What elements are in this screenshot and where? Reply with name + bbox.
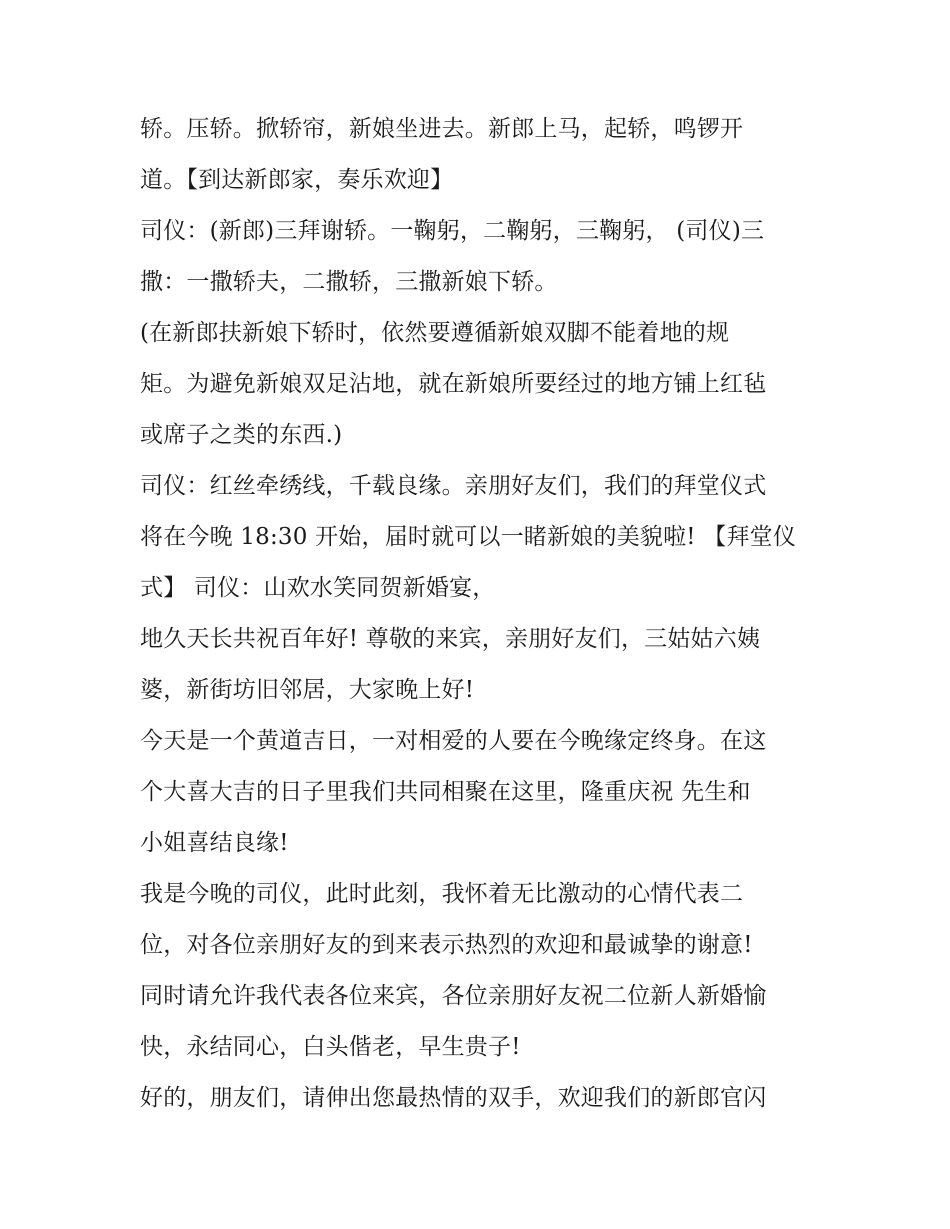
text-line: 地久天长共祝百年好! 尊敬的来宾，亲朋好友们，三姑姑六姨 bbox=[140, 626, 761, 652]
text-line: (在新郎扶新娘下轿时，依然要遵循新娘双脚不能着地的规 bbox=[140, 320, 730, 346]
text-line: 矩。为避免新娘双足沾地，就在新娘所要经过的地方铺上红毡 bbox=[140, 371, 767, 397]
document-body bbox=[140, 104, 820, 1124]
text-line: 轿。压轿。掀轿帘，新娘坐进去。新郎上马，起轿，鸣锣开 bbox=[140, 116, 744, 142]
text-line: 小姐喜结良缘! bbox=[140, 830, 289, 856]
text-line: 婆，新街坊旧邻居，大家晚上好! bbox=[140, 677, 475, 703]
text-line: 司仪：红丝牵绣线，千载良缘。亲朋好友们，我们的拜堂仪式 bbox=[140, 473, 767, 499]
text-line: 将在今晚 18:30 开始，届时就可以一睹新娘的美貌啦! 【拜堂仪 bbox=[140, 524, 797, 550]
text-line: 或席子之类的东西.) bbox=[140, 422, 343, 448]
text-line: 道。【到达新郎家，奏乐欢迎】 bbox=[140, 167, 454, 193]
text-line: 撒：一撒轿夫，二撒轿，三撒新娘下轿。 bbox=[140, 269, 558, 295]
text-line: 式】 司仪：山欢水笑同贺新婚宴， bbox=[140, 575, 496, 601]
text-line: 今天是一个黄道吉日，一对相爱的人要在今晚缘定终身。在这 bbox=[140, 728, 767, 754]
text-line: 我是今晚的司仪，此时此刻，我怀着无比激动的心情代表二 bbox=[140, 881, 744, 907]
text-line: 司仪：(新郎)三拜谢轿。一鞠躬，二鞠躬，三鞠躬， (司仪)三 bbox=[140, 218, 765, 244]
text-line: 好的，朋友们，请伸出您最热情的双手，欢迎我们的新郎官闪 bbox=[140, 1085, 767, 1111]
text-line: 同时请允许我代表各位来宾，各位亲朋好友祝二位新人新婚愉 bbox=[140, 983, 767, 1009]
text-line: 位，对各位亲朋好友的到来表示热烈的欢迎和最诚挚的谢意! bbox=[140, 932, 753, 958]
text-line: 快，永结同心，白头偕老，早生贵子! bbox=[140, 1034, 521, 1060]
text-line: 个大喜大吉的日子里我们共同相聚在这里，隆重庆祝 先生和 bbox=[140, 779, 751, 805]
